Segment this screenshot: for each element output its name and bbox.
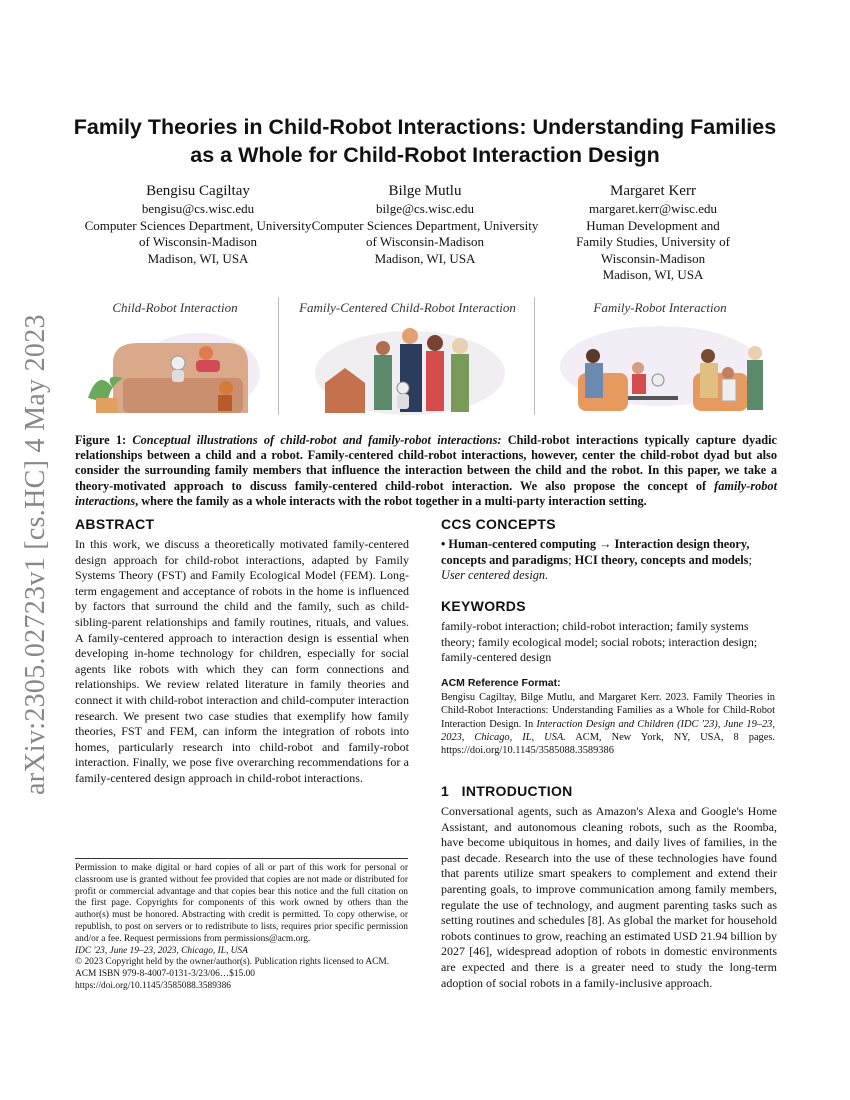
author-affiliation: Computer Sciences Department, University of Wisconsin-Madison	[84, 217, 312, 249]
ccs-heading: CCS CONCEPTS	[441, 516, 556, 532]
figure-caption	[75, 433, 777, 509]
author-location: Madison, WI, USA	[147, 250, 249, 266]
author-2	[310, 181, 540, 267]
abstract-text: In this work, we discuss a theoretically motivated family-centered design approach for child-robot interactions, adapted by Family Systems Theory (FST) and Family Ecological Model (FEM). Long-term engagement and acceptance of robots in the home is influenced by factors that surround the child and the family, such as child-sibling-parent relationships and family routines, rituals, and values. A family-centered approach to interaction design is essential when developing in-home technology for children, especially for social agents like robots with which they can form connections and relationships. We review related literature in family theories and connect it with child-robot interaction and child-computer interaction research. We present two case studies that exemplify how family theories, FST and FEM, can inform the integration of robots into homes, particularly research into child-robot and family-robot interaction. Finally, we pose five overarching recommendations for a family-centered design approach in child-robot interactions.	[75, 537, 409, 785]
paper-title: Family Theories in Child-Robot Interactions: Understanding Families as a Whole for Child-Robot Interaction Design	[73, 115, 777, 167]
isbn: ACM ISBN 979-8-4007-0131-3/23/06…$15.00	[75, 969, 255, 980]
keywords-heading: KEYWORDS	[441, 598, 526, 614]
caption-label: Figure 1:	[75, 433, 133, 447]
author-name: Bilge Mutlu	[388, 183, 462, 199]
reference-part: ACM, New York, NY, USA, 8 pages. https://doi.org/10.1145/3585088.3589386	[441, 731, 776, 757]
ccs-text	[441, 537, 775, 584]
caption-italic: Conceptual illustrations of child-robot and family-robot interactions:	[132, 433, 502, 447]
introduction-heading: 1 INTRODUCTION	[441, 783, 573, 799]
panel-label-child-robot: Child-Robot Interaction	[112, 300, 238, 315]
caption-italic: family-robot interactions	[75, 478, 777, 508]
author-affiliation: Computer Sciences Department, University of Wisconsin-Madison	[311, 217, 539, 249]
author-email: margaret.kerr@wisc.edu	[589, 201, 717, 216]
caption-text: , where the family as a whole interacts with the robot together in a multi-party interaction setting.	[135, 493, 647, 508]
author-1	[83, 181, 313, 267]
doi-link[interactable]: https://doi.org/10.1145/3585088.3589386	[75, 980, 231, 991]
introduction-text: Conversational agents, such as Amazon's Alexa and Google's Home Assistant, and autonomous cleaning robots, such as the Roomba, have become ubiquitous in homes, and daily lives of families, in the past decade. Research into the use of these technologies have found that parents utilize smart speakers to complement and extend their parenting goals, to improve communication among family members, regulate the use of technology, and augment parenting tasks such as setting routines and schedules [8]. As global the market for household robots continues to grow, reaching an estimated USD 21.94 billion by 2027 [46], widespread adoption of robots in domestic environments are expected and there is a greater need to study the long-term adoption of social robots in a family-inclusive approach.	[441, 804, 777, 990]
author-email: bengisu@cs.wisc.edu	[141, 201, 255, 216]
keywords-text: family-robot interaction; child-robot interaction; family systems theory; family ecological model; social robots; interaction design; family-centered design	[441, 619, 758, 665]
caption-text: Child-robot interactions typically capture dyadic relationships between a child and a robot. Family-centered child-robot interactions, however, center the child-robot dyad but also consider the surrounding family members that influence the interaction between the child and the robot. In this paper, we take a theory-motivated approach to discuss family-centered child-robot interaction. We also propose the concept of	[75, 433, 777, 493]
author-location: Madison, WI, USA	[602, 267, 704, 282]
author-3	[568, 181, 738, 284]
ccs-concept: User centered design.	[441, 568, 549, 583]
permission-notice: Permission to make digital or hard copies of all or part of this work for personal or classroom use is granted without fee provided that copies are not made or distributed for profit or commercial advantage and that copies bear this notice and the full citation on the first page. Copyrights for components of this work owned by others than the author(s) must be honored. Abstracting with credit is permitted. To copy otherwise, or republish, to post on servers or to redistribute to lists, requires prior specific permission and/or a fee. Request permissions from permissions@acm.org.	[75, 863, 408, 944]
author-name: Margaret Kerr	[610, 183, 696, 199]
ccs-concept: HCI theory, concepts and models	[574, 552, 749, 567]
reference-venue: Interaction Design and Children (IDC '23), June 19–23, 2023, Chicago, IL, USA.	[441, 718, 775, 743]
figure-divider	[278, 297, 279, 415]
ccs-concept: • Human-centered computing → Interaction design theory, concepts and paradigms	[441, 537, 750, 567]
figure-divider	[534, 297, 535, 415]
child-robot-illustration	[78, 318, 273, 416]
author-location: Madison, WI, USA	[374, 250, 476, 266]
separator: ;	[568, 552, 575, 567]
reference-heading: ACM Reference Format:	[441, 677, 561, 689]
reference-part: Bengisu Cagiltay, Bilge Mutlu, and Margaret Kerr. 2023. Family Theories in Child-Robot Interactions: Understanding Families as a Whole for Child-Robot Interaction Design. In	[441, 692, 775, 730]
author-email: bilge@cs.wisc.edu	[376, 201, 474, 216]
abstract-heading: ABSTRACT	[75, 516, 155, 532]
separator: ;	[748, 552, 752, 567]
family-robot-illustration	[548, 318, 773, 416]
family-centered-illustration	[300, 318, 520, 416]
footnote	[75, 858, 408, 993]
copyright: © 2023 Copyright held by the owner/author(s). Publication rights licensed to ACM.	[75, 957, 390, 968]
arxiv-identifier: arXiv:2305.02723v1 [cs.HC] 4 May 2023	[20, 314, 51, 795]
panel-label-family-centered: Family-Centered Child-Robot Interaction	[299, 300, 516, 315]
author-affiliation: Human Development and Family Studies, University of Wisconsin-Madison	[576, 217, 730, 266]
reference-text	[441, 691, 775, 757]
author-name: Bengisu Cagiltay	[146, 183, 250, 199]
panel-label-family-robot: Family-Robot Interaction	[593, 300, 727, 315]
venue: IDC '23, June 19–23, 2023, Chicago, IL, USA	[75, 945, 248, 956]
